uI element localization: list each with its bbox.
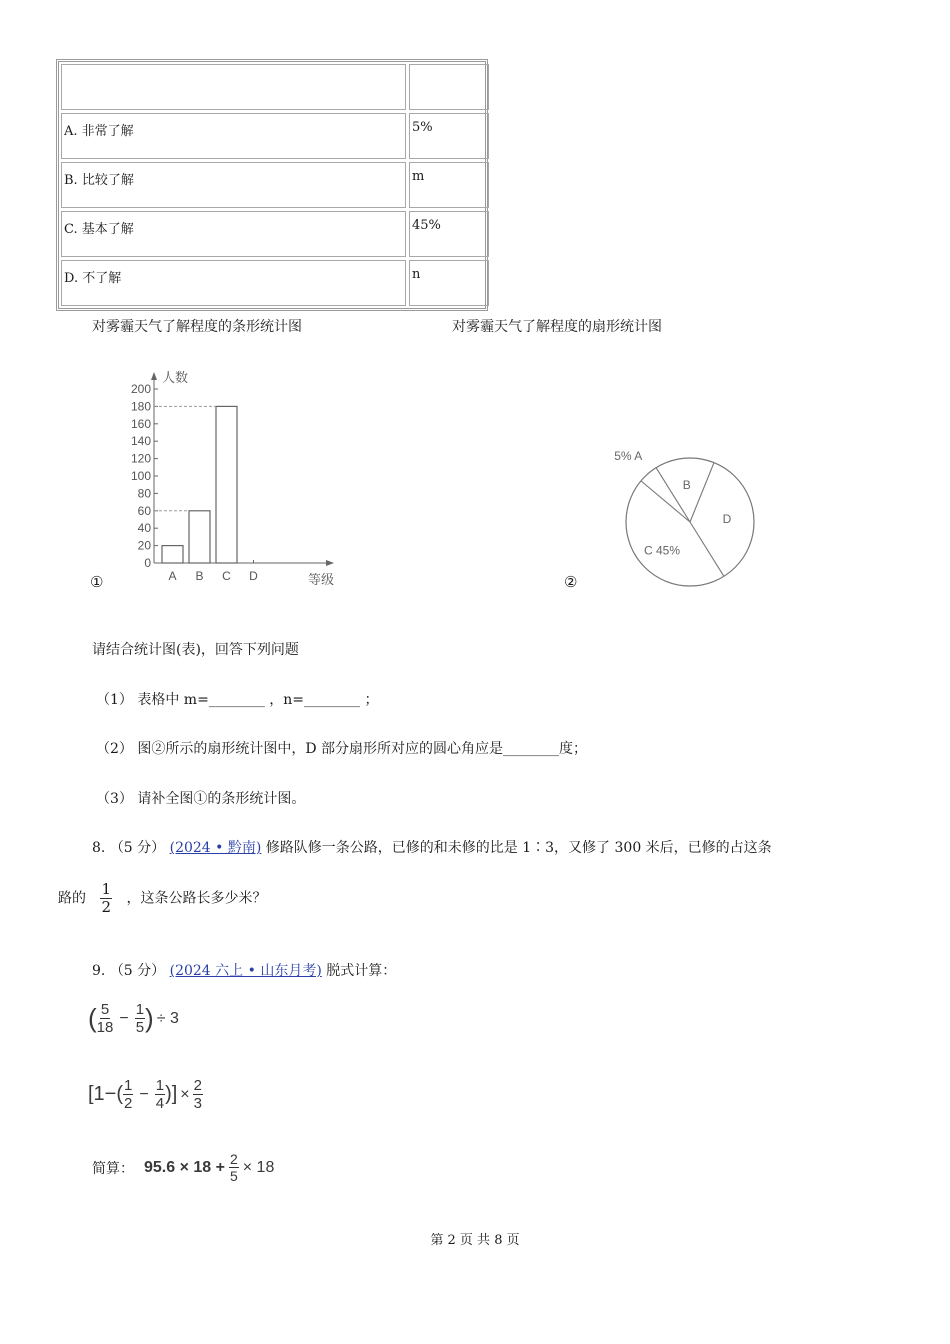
q7-intro: 请结合统计图(表)，回答下列问题 bbox=[92, 642, 299, 658]
expr2-op: − bbox=[139, 1085, 149, 1103]
bar-y-tick-label: 80 bbox=[137, 486, 151, 501]
page-footer: 第 2 页 共 8 页 bbox=[430, 1233, 520, 1248]
bar-chart-caption: 对雾霾天气了解程度的条形统计图 bbox=[92, 319, 302, 335]
table-row bbox=[61, 162, 483, 208]
q8-line2 bbox=[58, 882, 266, 915]
q8-text-post: ，这条公路长多少米？ bbox=[126, 890, 267, 907]
table-cell-value bbox=[409, 64, 489, 110]
expr3-label: 简算： bbox=[92, 1160, 134, 1177]
bar-a bbox=[162, 546, 183, 563]
figure-label-1: ① bbox=[90, 573, 104, 591]
bar-category-label: D bbox=[249, 569, 258, 583]
expr1-open: ( bbox=[88, 1003, 97, 1033]
q8-text: 修路队修一条公路，已修的和未修的比是 1∶3，又修了 300 米后，已修的占这条 bbox=[265, 840, 772, 856]
q9-expression-2 bbox=[88, 1078, 203, 1111]
q8-frac-num: 1 bbox=[101, 880, 111, 898]
pie-slice-label-b: B bbox=[682, 478, 691, 493]
bar-y-tick-label: 60 bbox=[137, 503, 151, 518]
expr1-a-den: 18 bbox=[96, 1019, 114, 1036]
expr1-tail: ÷ 3 bbox=[156, 1009, 179, 1027]
bar-b bbox=[189, 511, 210, 563]
expr2-frac-c bbox=[193, 1078, 203, 1111]
pie-slice-label-c: C 45% bbox=[643, 543, 681, 558]
pie-chart bbox=[580, 450, 770, 600]
table-cell-label: C. 基本了解 bbox=[61, 211, 406, 257]
table-cell-label: D. 不了解 bbox=[61, 260, 406, 306]
table-cell-value: 45% bbox=[409, 211, 489, 257]
table-row bbox=[61, 260, 483, 306]
expr1-b-num: 1 bbox=[135, 1001, 145, 1018]
q9-number: 9. bbox=[92, 963, 106, 979]
expr2-frac-b bbox=[155, 1078, 165, 1111]
q8-frac-den: 2 bbox=[101, 898, 111, 916]
question-8 bbox=[92, 837, 772, 857]
q8-score: （5 分） bbox=[109, 840, 166, 856]
question-9 bbox=[92, 960, 396, 980]
expr3-tail: × 18 bbox=[242, 1158, 275, 1176]
q9-score: （5 分） bbox=[109, 963, 166, 979]
bar-y-tick-label: 180 bbox=[130, 399, 151, 414]
expr3-f-den: 5 bbox=[229, 1168, 238, 1184]
q8-number: 8. bbox=[92, 840, 106, 856]
q9-source-link[interactable]: (2024 六上 • 山东月考) bbox=[169, 963, 322, 979]
figure-label-2: ② bbox=[564, 573, 578, 591]
expr2-b-num: 1 bbox=[155, 1077, 165, 1094]
table-cell-value: m bbox=[409, 162, 489, 208]
bar-y-tick-label: 120 bbox=[130, 451, 151, 466]
pie-chart-caption: 对雾霾天气了解程度的扇形统计图 bbox=[452, 319, 662, 335]
q9-expression-1 bbox=[88, 1002, 179, 1035]
bar-y-tick-label: 20 bbox=[137, 538, 151, 553]
q9-expression-3 bbox=[92, 1152, 274, 1183]
expr2-lead: [1−( bbox=[88, 1083, 124, 1105]
table-cell-label: B. 比较了解 bbox=[61, 162, 406, 208]
expr2-mul: × bbox=[180, 1085, 190, 1103]
expr2-a-den: 2 bbox=[124, 1095, 133, 1112]
table-cell-value: n bbox=[409, 260, 489, 306]
q8-text-pre: 路的 bbox=[58, 890, 86, 907]
pie-radius-line bbox=[656, 468, 690, 522]
expr3-f-num: 2 bbox=[229, 1151, 238, 1167]
bar-y-tick-label: 140 bbox=[130, 434, 151, 449]
bar-ylabel: 人数 bbox=[162, 370, 189, 385]
bar-category-label: C bbox=[222, 569, 231, 583]
bar-y-tick-label: 40 bbox=[137, 521, 151, 536]
pie-slice-label-d: D bbox=[722, 511, 732, 526]
table-cell-label: A. 非常了解 bbox=[61, 113, 406, 159]
bar-y-tick-label: 200 bbox=[130, 382, 151, 396]
expr1-a-num: 5 bbox=[100, 1001, 110, 1018]
expr1-op: − bbox=[119, 1009, 129, 1027]
table-row bbox=[61, 211, 483, 257]
expr3-lead: 95.6 × 18 + bbox=[144, 1158, 225, 1176]
bar-y-tick-label: 160 bbox=[130, 416, 151, 431]
table-row bbox=[61, 113, 483, 159]
table-cell-value: 5% bbox=[409, 113, 489, 159]
expr1-frac-b bbox=[135, 1002, 145, 1035]
bar-c bbox=[216, 406, 237, 563]
expr2-frac-a bbox=[123, 1078, 133, 1111]
q7-sub2: （2） 图②所示的扇形统计图中，D 部分扇形所对应的圆心角应是________度； bbox=[96, 741, 588, 757]
survey-table bbox=[56, 59, 488, 311]
expr2-b-den: 4 bbox=[155, 1095, 165, 1112]
table-cell-label bbox=[61, 64, 406, 110]
expr1-close: ) bbox=[145, 1003, 154, 1033]
bar-x-arrow bbox=[326, 560, 334, 566]
expr2-c-num: 2 bbox=[193, 1077, 202, 1094]
bar-category-label: B bbox=[195, 569, 204, 583]
bar-category-label: A bbox=[168, 569, 177, 583]
expr2-close: )] bbox=[165, 1083, 178, 1105]
expr1-frac-a bbox=[97, 1002, 114, 1035]
expr2-a-num: 1 bbox=[124, 1077, 133, 1094]
expr1-b-den: 5 bbox=[135, 1019, 145, 1036]
bar-xlabel: 等级 bbox=[308, 572, 335, 587]
expr2-c-den: 3 bbox=[193, 1095, 202, 1112]
bar-y-arrow bbox=[151, 372, 157, 380]
bar-chart bbox=[110, 360, 360, 590]
q7-sub1: （1） 表格中 m=________ ，n=________ ； bbox=[96, 692, 379, 708]
q7-sub3: （3） 请补全图①的条形统计图。 bbox=[96, 791, 306, 807]
bar-y-tick-label: 100 bbox=[130, 469, 151, 483]
q8-source-link[interactable]: (2024 • 黔南) bbox=[169, 840, 262, 856]
pie-radius-line bbox=[690, 463, 714, 522]
expr3-frac bbox=[229, 1152, 239, 1183]
q9-text: 脱式计算： bbox=[326, 963, 397, 979]
pie-slice-label-a: 5% A bbox=[614, 450, 643, 464]
pie-radius-line bbox=[690, 522, 724, 576]
bar-y-tick-label: 0 bbox=[144, 556, 151, 570]
q8-fraction bbox=[100, 882, 112, 915]
table-row bbox=[61, 64, 483, 110]
